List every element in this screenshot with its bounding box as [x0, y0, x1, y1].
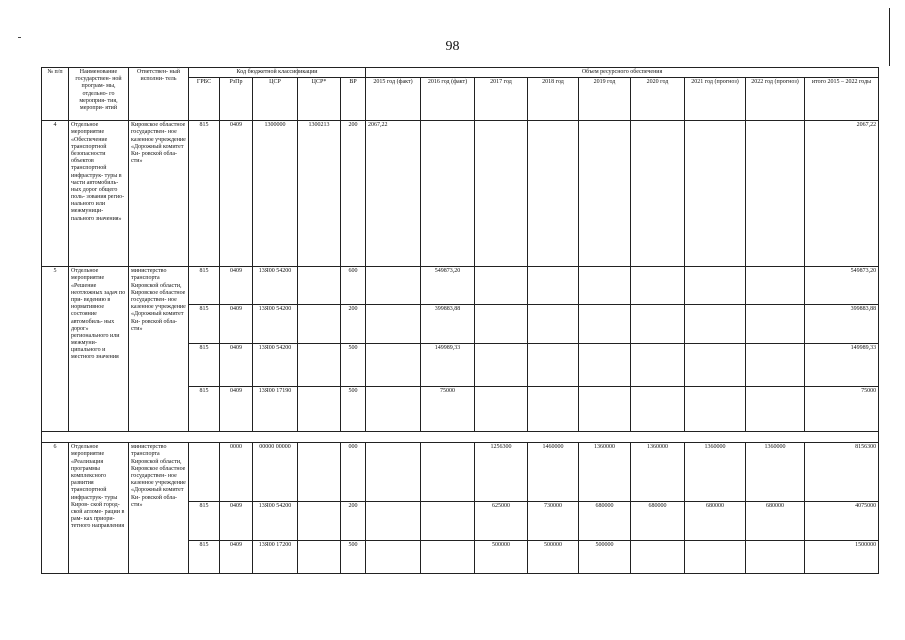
- cell-2019: [579, 344, 631, 387]
- cell-csr: 13Я00 54200: [253, 344, 298, 387]
- cell-csr-star: [298, 443, 341, 502]
- cell-grbs: 815: [189, 344, 220, 387]
- cell-grbs: [189, 443, 220, 502]
- cell-2020: [631, 541, 685, 574]
- cell-rzpr: 0409: [220, 541, 253, 574]
- cell-2018: 1460000: [528, 443, 579, 502]
- cell-2017: 500000: [475, 541, 528, 574]
- header-budget-code: Код бюджетной классификации: [189, 68, 366, 78]
- cell-2017: [475, 344, 528, 387]
- cell-2019: 680000: [579, 502, 631, 541]
- cell-csr: 00000 00000: [253, 443, 298, 502]
- header-2020: 2020 год: [631, 78, 685, 121]
- cell-2018: [528, 121, 579, 267]
- cell-2018: [528, 267, 579, 305]
- cell-2016: 149989,33: [421, 344, 475, 387]
- cell-rzpr: 0409: [220, 267, 253, 305]
- header-2015: 2015 год (факт): [366, 78, 421, 121]
- cell-csr: 13Я00 17200: [253, 541, 298, 574]
- table-row: [42, 121, 879, 267]
- cell-2021: [685, 267, 746, 305]
- cell-2015: [366, 267, 421, 305]
- cell-grbs: 815: [189, 305, 220, 344]
- cell-2015: [366, 344, 421, 387]
- cell-csr: 13Я00 54200: [253, 305, 298, 344]
- cell-total: 549873,20: [805, 267, 879, 305]
- scan-edge-line: [889, 8, 890, 66]
- cell-2016: 75000: [421, 387, 475, 432]
- cell-csr-star: 1300213: [298, 121, 341, 267]
- resource-table: [41, 67, 879, 574]
- cell-2020: [631, 344, 685, 387]
- cell-2019: [579, 267, 631, 305]
- header-total: итого 2015 – 2022 годы: [805, 78, 879, 121]
- cell-rzpr: 0409: [220, 121, 253, 267]
- cell-total: 2067,22: [805, 121, 879, 267]
- cell-2019: [579, 387, 631, 432]
- cell-2018: [528, 387, 579, 432]
- header-2018: 2018 год: [528, 78, 579, 121]
- table-row: [42, 443, 879, 502]
- cell-vr: 200: [341, 121, 366, 267]
- cell-vr: 500: [341, 387, 366, 432]
- cell-2018: [528, 305, 579, 344]
- cell-grbs: 815: [189, 502, 220, 541]
- cell-vr: 500: [341, 344, 366, 387]
- cell-csr-star: [298, 502, 341, 541]
- header-2022: 2022 год (прогноз): [746, 78, 805, 121]
- cell-vr: 200: [341, 305, 366, 344]
- cell-vr: 500: [341, 541, 366, 574]
- header-resource: Объем ресурсного обеспечения: [366, 68, 879, 78]
- cell-2022: 680000: [746, 502, 805, 541]
- row-num: 5: [42, 267, 69, 432]
- cell-2022: [746, 541, 805, 574]
- cell-2015: [366, 387, 421, 432]
- header-executor: Ответствен- ный исполни- тель: [129, 68, 189, 121]
- cell-2021: [685, 121, 746, 267]
- cell-csr-star: [298, 344, 341, 387]
- cell-2017: [475, 387, 528, 432]
- cell-csr: 13Я00 54200: [253, 502, 298, 541]
- cell-2022: [746, 121, 805, 267]
- cell-total: 4075000: [805, 502, 879, 541]
- header-2021: 2021 год (прогноз): [685, 78, 746, 121]
- cell-csr: 1300000: [253, 121, 298, 267]
- spacer-cell: [42, 432, 879, 443]
- cell-2015: [366, 541, 421, 574]
- cell-2020: 1360000: [631, 443, 685, 502]
- cell-csr: 13Я00 17190: [253, 387, 298, 432]
- cell-total: 149989,33: [805, 344, 879, 387]
- cell-2020: [631, 387, 685, 432]
- cell-rzpr: 0409: [220, 502, 253, 541]
- cell-2017: [475, 305, 528, 344]
- row-num: 6: [42, 443, 69, 574]
- cell-csr-star: [298, 305, 341, 344]
- header-name: Наименование государствен- ной програм- мы, отдельно- го мероприя- тия, меропри- ятий: [69, 68, 129, 121]
- cell-2022: 1360000: [746, 443, 805, 502]
- cell-2018: 730000: [528, 502, 579, 541]
- cell-csr-star: [298, 387, 341, 432]
- cell-2016: [421, 502, 475, 541]
- cell-2015: [366, 305, 421, 344]
- cell-2020: [631, 267, 685, 305]
- cell-2019: [579, 121, 631, 267]
- cell-2021: [685, 305, 746, 344]
- header-rzpr: РзПр: [220, 78, 253, 121]
- cell-2017: 625000: [475, 502, 528, 541]
- row-name: Отдельное мероприятие «Решение неотложных задач по при- ведению в нормативное состояние автомобиль- ных дорог» регионального или межмуни- ципального и местного значения: [69, 267, 129, 432]
- cell-2017: [475, 121, 528, 267]
- cell-2015: [366, 502, 421, 541]
- cell-2018: 500000: [528, 541, 579, 574]
- cell-2019: [579, 305, 631, 344]
- table-row: [42, 267, 879, 305]
- header-row-1: [42, 68, 879, 78]
- cell-2018: [528, 344, 579, 387]
- cell-2019: 500000: [579, 541, 631, 574]
- header-csr-star: ЦСР*: [298, 78, 341, 121]
- row-executor: министерство транспорта Кировской области, Кировское областное государствен- ное казенное учреждение «Дорожный комитет Ки- ровской обла- сти»: [129, 443, 189, 574]
- cell-2021: [685, 344, 746, 387]
- header-vr: ВР: [341, 78, 366, 121]
- cell-2020: 680000: [631, 502, 685, 541]
- cell-2019: 1360000: [579, 443, 631, 502]
- row-name: Отдельное мероприятие «Реализация программы комплексного развития транспортной инфраструк- туры Киров- ской город- ской агломе- рации в рам- ках приори- тетного направления: [69, 443, 129, 574]
- row-spacer: [42, 432, 879, 443]
- cell-2021: [685, 387, 746, 432]
- header-num: № п/п: [42, 68, 69, 121]
- cell-total: 75000: [805, 387, 879, 432]
- cell-grbs: 815: [189, 541, 220, 574]
- cell-grbs: 815: [189, 267, 220, 305]
- cell-2015: 2067,22: [366, 121, 421, 267]
- header-grbs: ГРБС: [189, 78, 220, 121]
- cell-2021: [685, 541, 746, 574]
- cell-rzpr: 0409: [220, 305, 253, 344]
- cell-csr: 13Я00 54200: [253, 267, 298, 305]
- cell-vr: 000: [341, 443, 366, 502]
- header-csr: ЦСР: [253, 78, 298, 121]
- cell-vr: 200: [341, 502, 366, 541]
- cell-csr-star: [298, 541, 341, 574]
- cell-2022: [746, 387, 805, 432]
- header-2019: 2019 год: [579, 78, 631, 121]
- cell-2016: [421, 121, 475, 267]
- row-num: 4: [42, 121, 69, 267]
- cell-total: 1500000: [805, 541, 879, 574]
- cell-2022: [746, 344, 805, 387]
- cell-vr: 600: [341, 267, 366, 305]
- header-2017: 2017 год: [475, 78, 528, 121]
- cell-2020: [631, 121, 685, 267]
- cell-2016: 549873,20: [421, 267, 475, 305]
- cell-2022: [746, 267, 805, 305]
- cell-2021: 1360000: [685, 443, 746, 502]
- cell-total: 399883,88: [805, 305, 879, 344]
- cell-2017: [475, 267, 528, 305]
- cell-2020: [631, 305, 685, 344]
- cell-total: 8156300: [805, 443, 879, 502]
- row-executor: Кировское областное государствен- ное казенное учреждение «Дорожный комитет Ки- ровской обла- сти»: [129, 121, 189, 267]
- cell-2016: 399883,88: [421, 305, 475, 344]
- cell-2021: 680000: [685, 502, 746, 541]
- cell-2022: [746, 305, 805, 344]
- cell-2017: 1256300: [475, 443, 528, 502]
- cell-2016: [421, 541, 475, 574]
- cell-grbs: 815: [189, 387, 220, 432]
- cell-2015: [366, 443, 421, 502]
- cell-2016: [421, 443, 475, 502]
- cell-rzpr: 0409: [220, 344, 253, 387]
- header-2016: 2016 год (факт): [421, 78, 475, 121]
- row-executor: министерство транспорта Кировской области, Кировское областное государствен- ное казенное учреждение «Дорожный комитет Ки- ровской обла- сти»: [129, 267, 189, 432]
- cell-rzpr: 0409: [220, 387, 253, 432]
- row-name: Отдельное мероприятие «Обеспечение транспортной безопасности объектов транспортной инфраструк- туры в части автомобиль- ных дорог общего поль- зования регио- нального или межмуници- пального значения»: [69, 121, 129, 267]
- cell-rzpr: 0000: [220, 443, 253, 502]
- cell-csr-star: [298, 267, 341, 305]
- cell-grbs: 815: [189, 121, 220, 267]
- scan-speck: [18, 37, 21, 38]
- page-number: 98: [445, 39, 460, 54]
